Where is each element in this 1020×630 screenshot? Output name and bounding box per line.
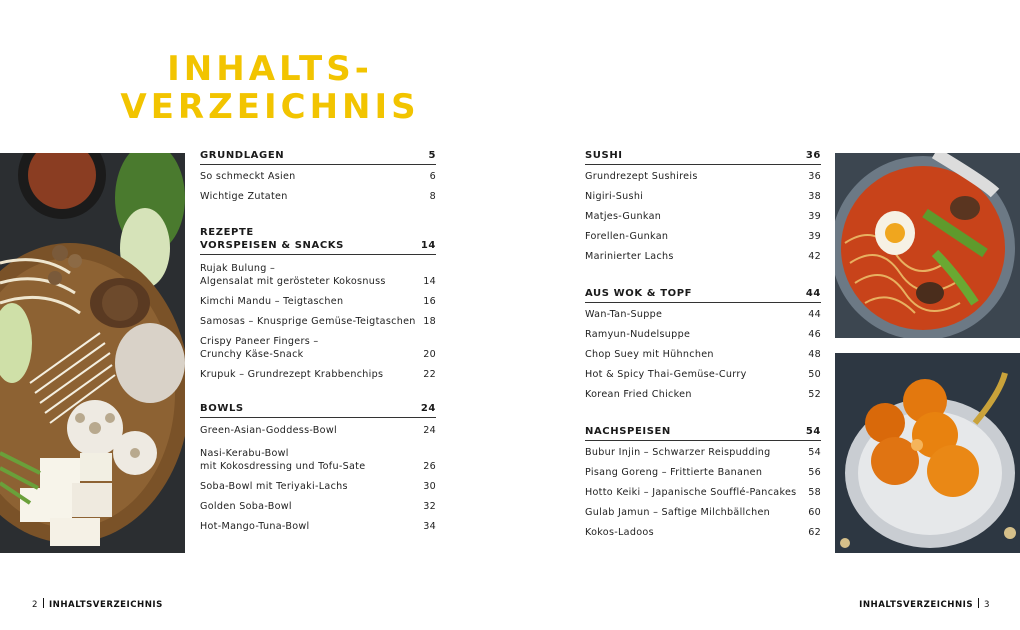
toc-entry[interactable] xyxy=(585,223,821,243)
toc-section xyxy=(200,150,436,203)
toc-entry[interactable] xyxy=(200,256,436,288)
toc-entry[interactable] xyxy=(200,361,436,381)
ramen-soup-photo xyxy=(835,153,1020,338)
entry-label: Korean Fried Chicken xyxy=(585,389,692,400)
entry-label: Gulab Jamun – Saftige Milchbällchen xyxy=(585,507,771,518)
entry-label: Grundrezept Sushireis xyxy=(585,171,698,182)
section-heading-page: 36 xyxy=(805,150,821,161)
entry-page: 34 xyxy=(423,521,436,532)
section-heading-page: 54 xyxy=(805,426,821,437)
toc-entry[interactable] xyxy=(200,437,436,473)
toc-entry[interactable] xyxy=(585,459,821,479)
toc-section-heading[interactable] xyxy=(585,426,821,441)
entry-page: 26 xyxy=(423,461,436,472)
entry-label: Hot & Spicy Thai-Gemüse-Curry xyxy=(585,369,747,380)
toc-entry[interactable] xyxy=(200,308,436,328)
toc-entry[interactable] xyxy=(585,499,821,519)
toc-section xyxy=(585,288,821,401)
entry-label: Nasi-Kerabu-Bowl mit Kokosdressing und Tofu-Sate xyxy=(200,448,366,472)
entry-page: 20 xyxy=(423,349,436,360)
footer-divider xyxy=(978,598,979,608)
entry-page: 32 xyxy=(423,501,436,512)
toc-entry[interactable] xyxy=(585,243,821,263)
toc-entry[interactable] xyxy=(200,419,436,437)
entry-page: 42 xyxy=(808,251,821,262)
toc-entry[interactable] xyxy=(200,166,436,183)
footer-left xyxy=(32,598,163,610)
entry-page: 22 xyxy=(423,369,436,380)
entry-label: Golden Soba-Bowl xyxy=(200,501,292,512)
toc-entry[interactable] xyxy=(585,183,821,203)
toc-entry[interactable] xyxy=(200,513,436,533)
entry-page: 39 xyxy=(808,231,821,242)
entry-page: 16 xyxy=(423,296,436,307)
entry-page: 58 xyxy=(808,487,821,498)
entry-label: Crispy Paneer Fingers – Crunchy Käse-Snack xyxy=(200,336,319,360)
toc-entry[interactable] xyxy=(585,203,821,223)
entry-page: 60 xyxy=(808,507,821,518)
footer-right-page-number: 3 xyxy=(984,600,990,610)
entry-page: 39 xyxy=(808,211,821,222)
footer-right-label: INHALTSVERZEICHNIS xyxy=(859,600,974,610)
entry-label: Nigiri-Sushi xyxy=(585,191,644,202)
entry-label: Kokos-Ladoos xyxy=(585,527,654,538)
toc-entry[interactable] xyxy=(585,519,821,539)
section-heading-label: SUSHI xyxy=(585,150,623,161)
entry-label: Rujak Bulung – Algensalat mit gerösteter Kokosnuss xyxy=(200,263,386,287)
toc-entry[interactable] xyxy=(585,361,821,381)
entry-label: So schmeckt Asien xyxy=(200,171,296,182)
toc-right-column xyxy=(585,150,821,539)
entry-label: Wichtige Zutaten xyxy=(200,191,288,202)
entry-page: 18 xyxy=(423,316,436,327)
entry-label: Kimchi Mandu – Teigtaschen xyxy=(200,296,344,307)
toc-entry[interactable] xyxy=(200,183,436,203)
footer-divider xyxy=(43,598,44,608)
toc-entry[interactable] xyxy=(585,341,821,361)
toc-entry[interactable] xyxy=(200,288,436,308)
footer-left-page-number: 2 xyxy=(32,600,38,610)
toc-entry[interactable] xyxy=(200,328,436,361)
title-line-2: VERZEICHNIS xyxy=(120,87,420,127)
entry-label: Krupuk – Grundrezept Krabbenchips xyxy=(200,369,384,380)
entry-label: Wan-Tan-Suppe xyxy=(585,309,663,320)
entry-label: Soba-Bowl mit Teriyaki-Lachs xyxy=(200,481,348,492)
entry-page: 6 xyxy=(429,171,436,182)
entry-label: Matjes-Gunkan xyxy=(585,211,662,222)
entry-page: 14 xyxy=(423,276,436,287)
entry-page: 8 xyxy=(429,191,436,202)
entry-page: 56 xyxy=(808,467,821,478)
entry-page: 24 xyxy=(423,425,436,436)
toc-entry[interactable] xyxy=(585,166,821,183)
toc-section xyxy=(200,227,436,381)
entry-page: 36 xyxy=(808,171,821,182)
toc-section xyxy=(585,426,821,539)
toc-left-column xyxy=(200,150,436,533)
section-heading-page: 24 xyxy=(420,403,436,414)
entry-page: 62 xyxy=(808,527,821,538)
toc-section xyxy=(200,403,436,533)
entry-label: Marinierter Lachs xyxy=(585,251,674,262)
entry-label: Ramyun-Nudelsuppe xyxy=(585,329,691,340)
entry-page: 44 xyxy=(808,309,821,320)
section-heading-label: REZEPTE VORSPEISEN & SNACKS xyxy=(200,227,344,251)
toc-section-heading[interactable] xyxy=(585,288,821,303)
entry-page: 48 xyxy=(808,349,821,360)
toc-entry[interactable] xyxy=(585,479,821,499)
gulab-jamun-photo xyxy=(835,353,1020,553)
entry-page: 54 xyxy=(808,447,821,458)
toc-entry[interactable] xyxy=(585,304,821,321)
entry-label: Green-Asian-Goddess-Bowl xyxy=(200,425,337,436)
section-heading-page: 44 xyxy=(805,288,821,299)
toc-section xyxy=(585,150,821,263)
section-heading-label: BOWLS xyxy=(200,403,244,414)
page-title xyxy=(120,50,420,126)
entry-label: Hotto Keiki – Japanische Soufflé-Pancakes xyxy=(585,487,797,498)
footer-left-label: INHALTSVERZEICHNIS xyxy=(48,600,163,610)
entry-page: 46 xyxy=(808,329,821,340)
toc-section-heading[interactable] xyxy=(200,227,436,255)
entry-label: Samosas – Knusprige Gemüse-Teigtaschen xyxy=(200,316,416,327)
entry-page: 38 xyxy=(808,191,821,202)
toc-section-heading[interactable] xyxy=(585,150,821,165)
toc-entry[interactable] xyxy=(585,381,821,401)
entry-label: Pisang Goreng – Frittierte Bananen xyxy=(585,467,763,478)
section-heading-label: GRUNDLAGEN xyxy=(200,150,285,161)
toc-entry[interactable] xyxy=(200,493,436,513)
section-heading-label: AUS WOK & TOPF xyxy=(585,288,693,299)
entry-page: 30 xyxy=(423,481,436,492)
entry-page: 52 xyxy=(808,389,821,400)
section-heading-label: NACHSPEISEN xyxy=(585,426,671,437)
toc-entry[interactable] xyxy=(585,321,821,341)
section-heading-page: 5 xyxy=(428,150,436,161)
entry-page: 50 xyxy=(808,369,821,380)
toc-section-heading[interactable] xyxy=(200,403,436,418)
asian-ingredients-photo xyxy=(0,153,185,553)
entry-label: Bubur Injin – Schwarzer Reispudding xyxy=(585,447,771,458)
entry-label: Forellen-Gunkan xyxy=(585,231,669,242)
entry-label: Hot-Mango-Tuna-Bowl xyxy=(200,521,310,532)
title-line-1: INHALTS- xyxy=(167,49,373,89)
entry-label: Chop Suey mit Hühnchen xyxy=(585,349,714,360)
toc-entry[interactable] xyxy=(200,473,436,493)
toc-entry[interactable] xyxy=(585,442,821,459)
section-heading-page: 14 xyxy=(420,240,436,251)
toc-section-heading[interactable] xyxy=(200,150,436,165)
footer-right xyxy=(859,598,990,610)
